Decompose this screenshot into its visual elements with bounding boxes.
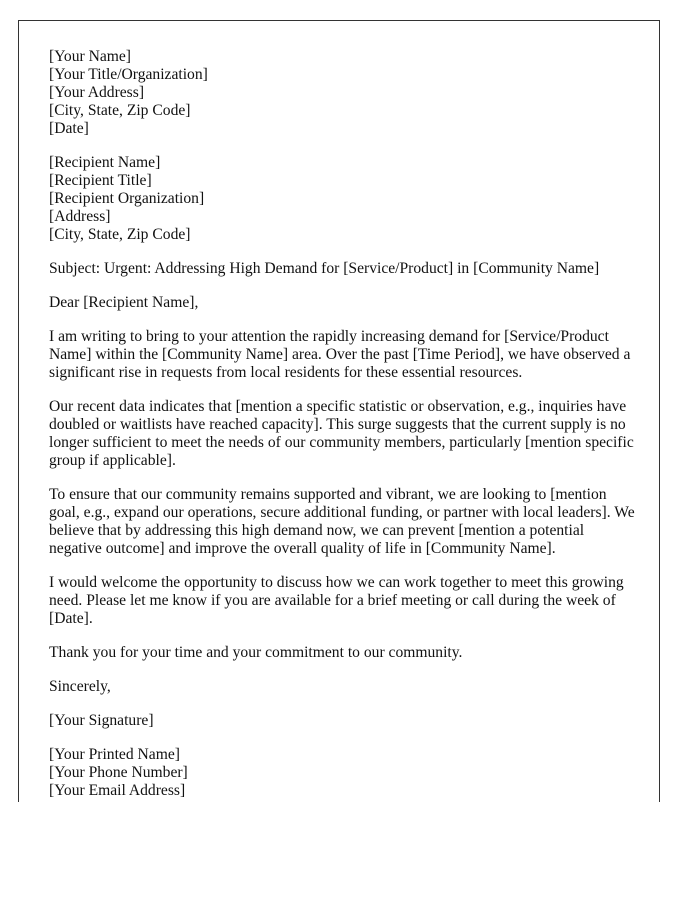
recipient-title: [Recipient Title]: [49, 172, 152, 189]
recipient-block: [49, 154, 639, 244]
email-address: [Your Email Address]: [49, 782, 186, 799]
body-paragraph-1: I am writing to bring to your attention the rapidly increasing demand for [Service/Product Name] within the [Community Name] area. Over the past [Time Period], we have observed a significant rise in requests from local residents for these essential resources.: [49, 328, 631, 381]
sender-city-state-zip: [City, State, Zip Code]: [49, 102, 191, 119]
body-paragraph-4: I would welcome the opportunity to discuss how we can work together to meet this growing need. Please let me know if you are available for a brief meeting or call during the week of [Date].: [49, 574, 624, 627]
recipient-city-state-zip: [City, State, Zip Code]: [49, 226, 191, 243]
recipient-organization: [Recipient Organization]: [49, 190, 205, 207]
salutation: Dear [Recipient Name],: [49, 294, 199, 311]
letter-page: [18, 20, 660, 802]
recipient-address: [Address]: [49, 208, 111, 225]
sender-title-org: [Your Title/Organization]: [49, 66, 208, 83]
body-paragraph-2: Our recent data indicates that [mention a specific statistic or observation, e.g., inquiries have doubled or waitlists have reached capacity]. This surge suggests that the current supply is no longer sufficient to meet the needs of our community members, particularly [mention specific group if applicable].: [49, 398, 634, 469]
sender-address: [Your Address]: [49, 84, 145, 101]
printed-name: [Your Printed Name]: [49, 746, 180, 763]
signature: [Your Signature]: [49, 712, 154, 729]
letter-body: [49, 48, 639, 816]
contact-block: [49, 746, 639, 800]
body-paragraph-5: Thank you for your time and your commitment to our community.: [49, 644, 463, 661]
subject-line: Subject: Urgent: Addressing High Demand for [Service/Product] in [Community Name]: [49, 260, 600, 277]
body-paragraph-3: To ensure that our community remains supported and vibrant, we are looking to [mention goal, e.g., expand our operations, secure additional funding, or partner with local leaders]. We believe that by addressing this high demand now, we can prevent [mention a potential negative outcome] and improve the overall quality of life in [Community Name].: [49, 486, 635, 557]
sender-block: [49, 48, 639, 138]
sender-name: [Your Name]: [49, 48, 132, 65]
recipient-name: [Recipient Name]: [49, 154, 161, 171]
phone-number: [Your Phone Number]: [49, 764, 188, 781]
letter-date: [Date]: [49, 120, 89, 137]
closing: Sincerely,: [49, 678, 111, 695]
